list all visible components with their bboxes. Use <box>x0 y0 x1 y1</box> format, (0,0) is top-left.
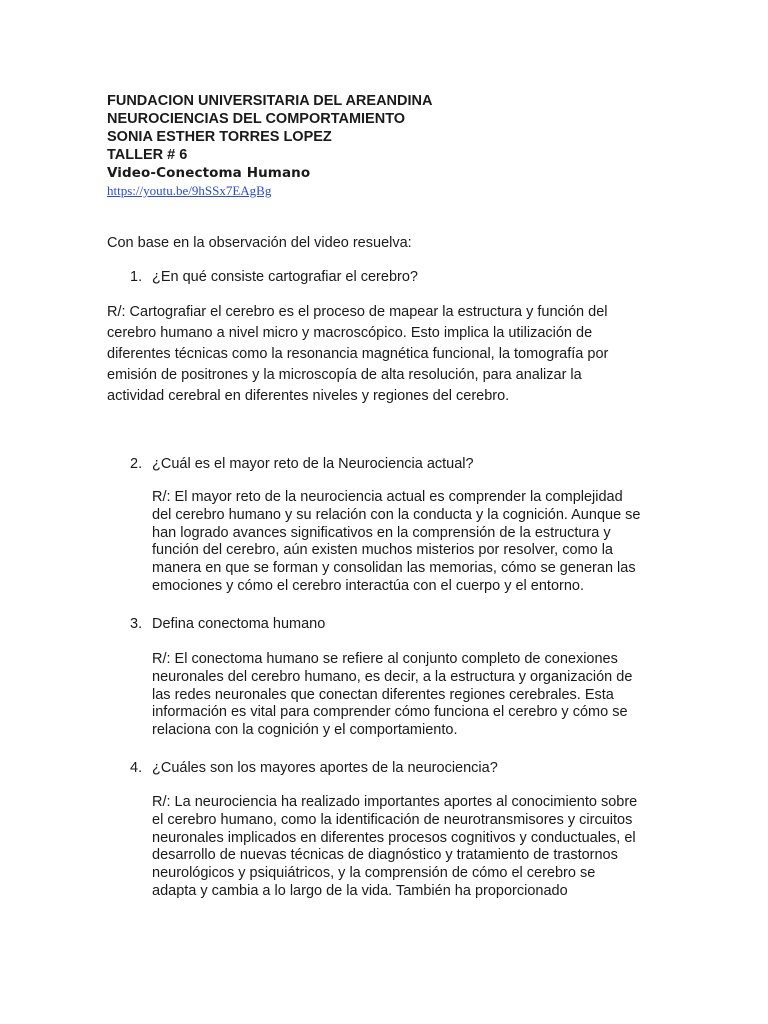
answer-line: las redes neuronales que conectan diferentes regiones cerebrales. Esta <box>152 686 614 703</box>
question-number: 2. <box>130 456 143 472</box>
institution-name: FUNDACION UNIVERSITARIA DEL AREANDINA <box>107 93 433 109</box>
answer-3 <box>152 651 662 740</box>
question-text: ¿En qué consiste cartografiar el cerebro? <box>152 269 418 285</box>
answer-line: neuronales del cerebro humano, es decir, a la estructura y organización de <box>152 668 633 685</box>
answer-line: actividad cerebral en diferentes niveles y regiones del cerebro. <box>107 388 510 404</box>
answer-line: relaciona con la cognición y el comportamiento. <box>152 722 458 739</box>
instructions-text: Con base en la observación del video resuelva: <box>107 235 412 251</box>
answer-line: el cerebro humano, como la identificación de neurotransmisores y circuitos <box>152 811 633 828</box>
answer-line: emisión de positrones y la microscopía de alta resolución, para analizar la <box>107 367 582 383</box>
answer-line: emociones y cómo el cerebro interactúa con el cuerpo y el entorno. <box>152 577 585 594</box>
course-name: NEUROCIENCIAS DEL COMPORTAMIENTO <box>107 111 406 127</box>
answer-2 <box>152 489 662 596</box>
video-title: Video-Conectoma Humano <box>107 165 311 181</box>
answer-line: cerebro humano a nivel micro y macroscópico. Esto implica la utilización de <box>107 325 593 341</box>
author-name: SONIA ESTHER TORRES LOPEZ <box>107 129 332 145</box>
answer-4 <box>152 794 662 901</box>
answer-line: información es vital para comprender cómo funciona el cerebro y cómo se <box>152 704 628 721</box>
answer-line: adapta y cambia a lo largo de la vida. También ha proporcionado <box>152 882 568 899</box>
answer-line: han logrado avances significativos en la comprensión de la estructura y <box>152 524 611 541</box>
question-number: 1. <box>130 269 143 285</box>
answer-line: manera en que se forman y consolidan las memorias, cómo se generan las <box>152 560 636 577</box>
question-text: Defina conectoma humano <box>152 616 326 632</box>
answer-line: desarrollo de nuevas técnicas de diagnóstico y tratamiento de trastornos <box>152 847 618 864</box>
answer-line: R/: La neurociencia ha realizado importantes aportes al conocimiento sobre <box>152 794 638 810</box>
answer-line: diferentes técnicas como la resonancia magnética funcional, la tomografía por <box>107 346 609 362</box>
answer-line: neuronales implicados en diferentes procesos cognitivos y conductuales, el <box>152 829 636 846</box>
video-link[interactable]: https://youtu.be/9hSSx7EAgBg <box>107 183 272 198</box>
workshop-number: TALLER # 6 <box>107 147 188 163</box>
question-3 <box>130 615 325 633</box>
answer-1 <box>107 302 627 407</box>
question-number: 4. <box>130 760 143 776</box>
question-2 <box>130 455 474 473</box>
answer-line: R/: El mayor reto de la neurociencia actual es comprender la complejidad <box>152 489 623 505</box>
answer-line: R/: Cartografiar el cerebro es el proceso de mapear la estructura y función del <box>107 304 608 320</box>
question-4 <box>130 759 498 777</box>
answer-line: del cerebro humano y su relación con la conducta y la cognición. Aunque se <box>152 506 641 523</box>
question-text: ¿Cuáles son los mayores aportes de la neurociencia? <box>152 760 498 776</box>
answer-line: función del cerebro, aún existen muchos misterios por resolver, como la <box>152 542 613 559</box>
question-text: ¿Cuál es el mayor reto de la Neurociencia actual? <box>152 456 474 472</box>
document-header <box>107 92 667 199</box>
answer-line: R/: El conectoma humano se refiere al conjunto completo de conexiones <box>152 651 618 667</box>
answer-line: neurológicos y psiquiátricos, y la comprensión de cómo el cerebro se <box>152 865 596 882</box>
question-number: 3. <box>130 616 143 632</box>
question-1 <box>130 268 418 286</box>
